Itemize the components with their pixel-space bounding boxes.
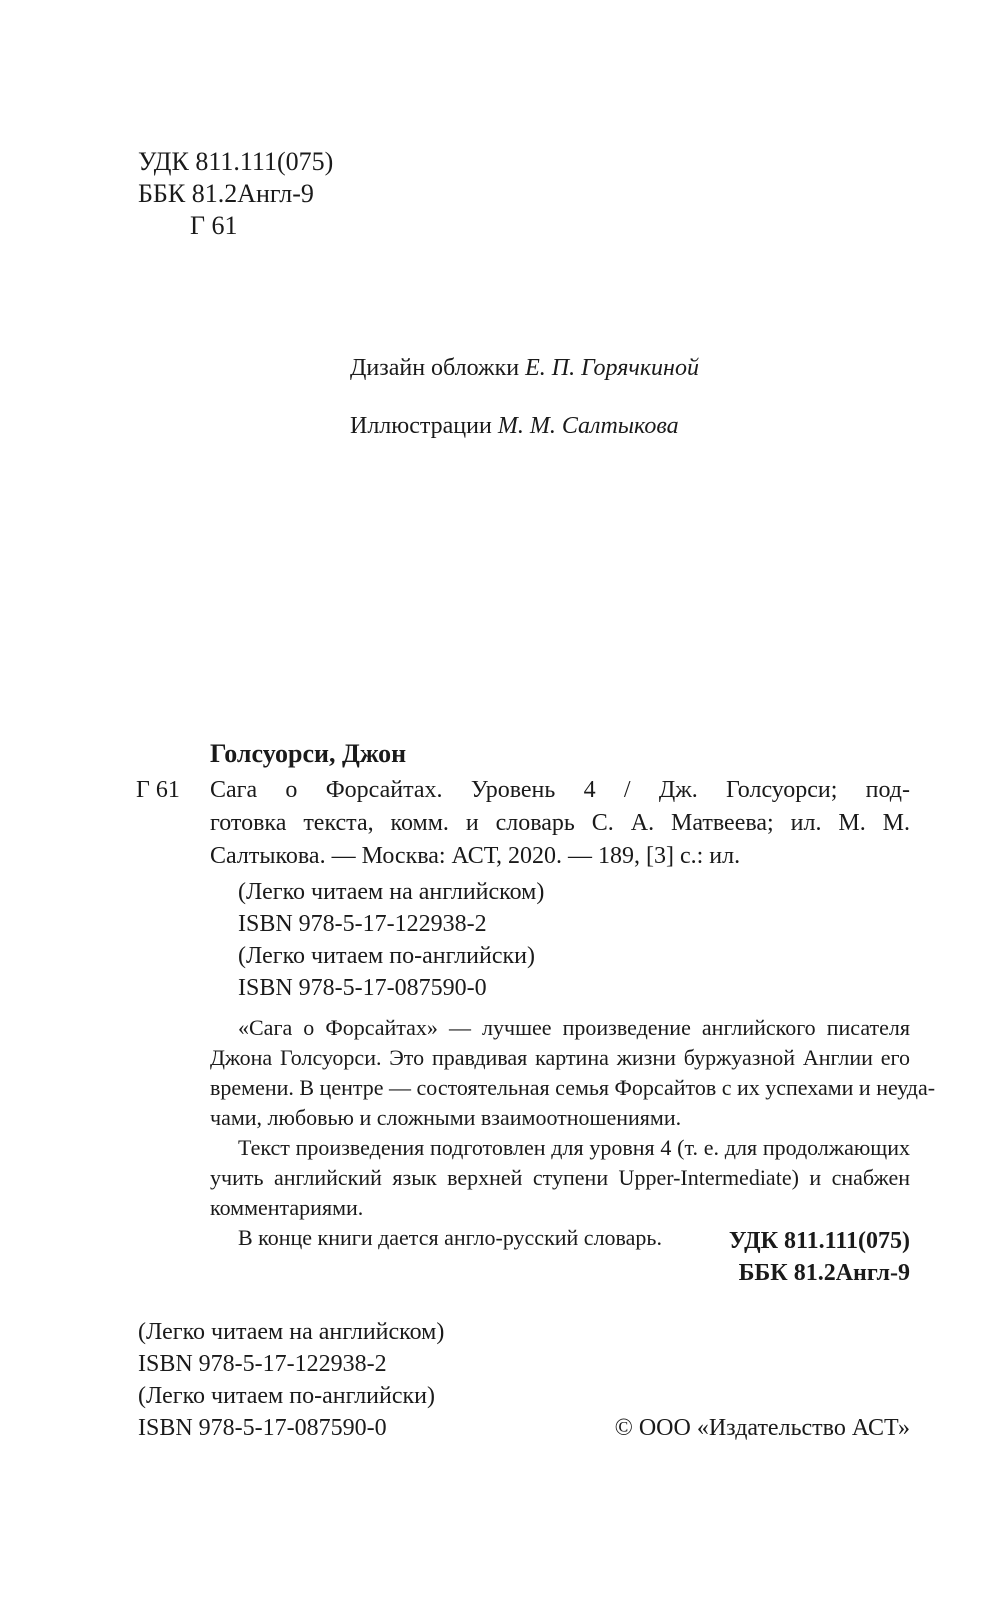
record-udk: УДК 811.111(075) <box>728 1228 910 1254</box>
illustrations-credit <box>350 410 679 442</box>
footer-copyright: © ООО «Издательство АСТ» <box>614 1415 910 1441</box>
footer-isbn-1: ISBN 978-5-17-122938-2 <box>138 1351 387 1377</box>
abstract-line: комментариями. <box>210 1195 364 1220</box>
record-series-1: (Легко читаем на английском) <box>238 879 545 905</box>
description-line: Салтыкова. — Москва: АСТ, 2020. — 189, [3] с.: ил. <box>210 843 741 869</box>
abstract-line: Текст произведения подготовлен для уровня 4 (т. е. для продолжающих <box>238 1135 910 1160</box>
record-author-mark: Г 61 <box>136 777 180 803</box>
record-author-heading: Голсуорси, Джон <box>210 739 407 768</box>
abstract-line: В конце книги дается англо-русский словарь. <box>238 1225 662 1250</box>
cover-design-label: Дизайн обложки <box>350 355 520 381</box>
bbk-top: ББК 81.2Англ-9 <box>138 179 314 208</box>
footer-series-1: (Легко читаем на английском) <box>138 1319 445 1345</box>
record-series-2: (Легко читаем по-английски) <box>238 943 535 969</box>
record-description <box>210 774 910 873</box>
abstract-line: чами, любовью и сложными взаимоотношениями. <box>210 1105 682 1130</box>
udk-top: УДК 811.111(075) <box>138 147 334 176</box>
abstract-line: Джона Голсуорси. Это правдивая картина жизни буржуазной Англии его <box>210 1045 910 1070</box>
illustrator-name: М. М. Салтыкова <box>497 413 679 439</box>
record-isbn-2: ISBN 978-5-17-087590-0 <box>238 975 487 1001</box>
cover-designer-name: Е. П. Горячкиной <box>525 355 699 381</box>
author-mark-top: Г 61 <box>190 211 238 240</box>
record-isbn-1: ISBN 978-5-17-122938-2 <box>238 911 487 937</box>
abstract-line: учить английский язык верхней ступени Upper-Intermediate) и снабжен <box>210 1165 910 1190</box>
abstract-line: «Сага о Форсайтах» — лучшее произведение английского писателя <box>238 1015 910 1040</box>
description-line: готовка текста, комм. и словарь С. А. Матвеева; ил. М. М. <box>210 810 910 836</box>
footer-isbn-2: ISBN 978-5-17-087590-0 <box>138 1415 387 1441</box>
record-abstract <box>210 1013 936 1253</box>
cover-design-credit <box>350 352 699 384</box>
footer-series-2: (Легко читаем по-английски) <box>138 1383 435 1409</box>
description-line: Сага о Форсайтах. Уровень 4 / Дж. Голсуорси; под- <box>210 777 910 803</box>
abstract-line: времени. В центре — состоятельная семья Форсайтов с их успехами и неуда- <box>210 1075 936 1100</box>
record-bbk: ББК 81.2Англ-9 <box>738 1260 910 1286</box>
illustrations-label: Иллюстрации <box>350 413 492 439</box>
